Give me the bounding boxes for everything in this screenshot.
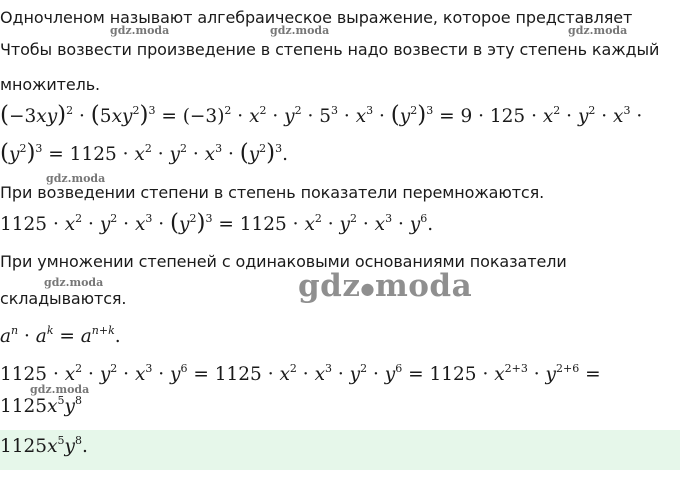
formula-simplified-result: $1125x^5y^8$ — [0, 394, 82, 417]
paragraph-multiplier: множитель. — [0, 75, 101, 94]
watermark-text: gdz.moda — [46, 172, 106, 185]
paragraph-exponents-add: складываются. — [0, 289, 127, 308]
formula-answer: $1125x^5y^8$. — [0, 434, 88, 457]
watermark-text: gdz.moda — [270, 24, 330, 37]
watermark-logo: gdz●moda — [298, 268, 473, 304]
formula-exponent-sum-rule: $a^n \cdot a^k = a^{n+k}$. — [0, 324, 121, 347]
watermark-text: gdz.moda — [30, 383, 90, 396]
formula-power-of-power: $1125 \cdot x^2 \cdot y^2 \cdot x^3 \cdot (y^2)^3 = 1125 \cdot x^2 \cdot y^2 \cdot x^3 \cdot y^6$. — [0, 210, 434, 236]
formula-simplification: $1125 \cdot x^2 \cdot y^2 \cdot x^3 \cdot y^6 = 1125 \cdot x^2 \cdot x^3 \cdot y^2 \cdot y^6 = 1125 \cdot x^{2+3} \cdot y^{2+6}$ = — [0, 362, 601, 385]
watermark-text: gdz.moda — [44, 276, 104, 289]
paragraph-power-of-product: Чтобы возвести произведение в степень надо возвести в эту степень каждый — [0, 40, 660, 59]
paragraph-multiplication-rule: При умножении степеней с одинаковыми основаниями показатели — [0, 252, 567, 271]
watermark-text: gdz.moda — [568, 24, 628, 37]
answer-highlight — [0, 430, 680, 470]
watermark-text: gdz.moda — [110, 24, 170, 37]
formula-expansion-continued: $(y^2)^3 = 1125 \cdot x^2 \cdot y^2 \cdot x^3 \cdot (y^2)^3$. — [0, 140, 289, 166]
paragraph-power-of-power-rule: При возведении степени в степень показатели перемножаются. — [0, 183, 545, 202]
paragraph-definition: Одночленом называют алгебраическое выражение, которое представляет — [0, 8, 633, 27]
formula-expansion: $(-3xy)^2 \cdot (5xy^2)^3 = (-3)^2 \cdot x^2 \cdot y^2 \cdot 5^3 \cdot x^3 \cdot (y^2)^3 = 9 \cdot 125 \cdot x^2 \cdot y^2 \cdot x^3$ · — [0, 102, 643, 128]
